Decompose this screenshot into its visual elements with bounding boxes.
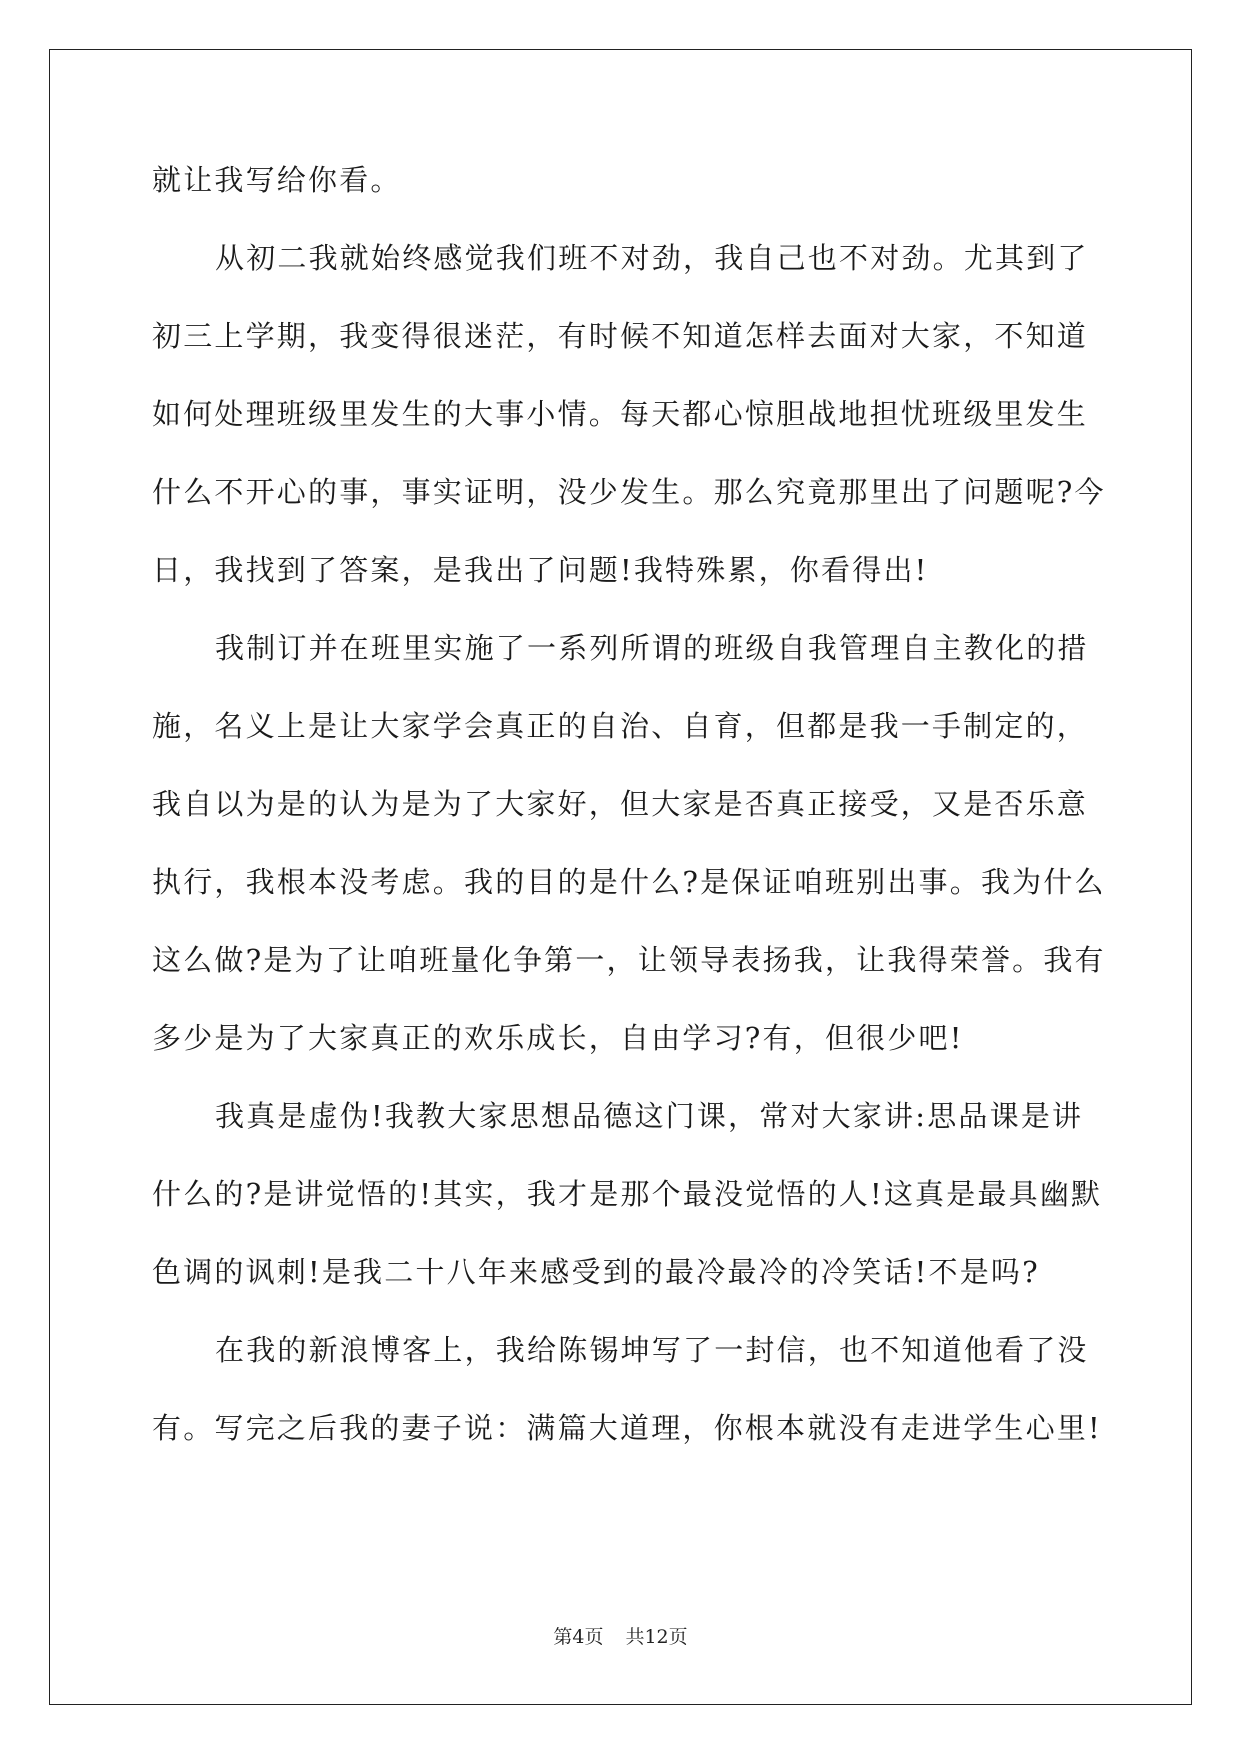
page-number: 第4页	[553, 1626, 604, 1648]
text-line: 从初二我就始终感觉我们班不对劲，我自己也不对劲。尤其到了	[215, 241, 1089, 275]
text-line: 这么做?是为了让咱班量化争第一，让领导表扬我，让我得荣誉。我有	[152, 943, 1106, 977]
text-line: 我制订并在班里实施了一系列所谓的班级自我管理自主教化的措	[215, 631, 1089, 665]
text-line: 什么的?是讲觉悟的!其实，我才是那个最没觉悟的人!这真是最具幽默	[152, 1177, 1103, 1211]
text-line: 施，名义上是让大家学会真正的自治、自育，但都是我一手制定的，	[152, 709, 1089, 743]
text-line: 执行，我根本没考虑。我的目的是什么?是保证咱班别出事。我为什么	[152, 865, 1106, 899]
text-line: 如何处理班级里发生的大事小情。每天都心惊胆战地担忧班级里发生	[152, 397, 1089, 431]
text-line: 就让我写给你看。	[152, 163, 402, 197]
text-line: 我自以为是的认为是为了大家好，但大家是否真正接受，又是否乐意	[152, 787, 1089, 821]
document-body	[152, 160, 1106, 1486]
text-line: 我真是虚伪!我教大家思想品德这门课，常对大家讲:思品课是讲	[215, 1099, 1084, 1133]
text-line: 什么不开心的事，事实证明，没少发生。那么究竟那里出了问题呢?今	[152, 475, 1106, 509]
text-line: 在我的新浪博客上，我给陈锡坤写了一封信，也不知道他看了没	[215, 1333, 1089, 1367]
text-line: 多少是为了大家真正的欢乐成长，自由学习?有，但很少吧!	[152, 1021, 964, 1055]
text-line: 初三上学期，我变得很迷茫，有时候不知道怎样去面对大家，不知道	[152, 319, 1089, 353]
text-line: 有。写完之后我的妻子说：满篇大道理，你根本就没有走进学生心里!	[152, 1411, 1102, 1445]
text-line: 色调的讽刺!是我二十八年来感受到的最冷最冷的冷笑话!不是吗?	[152, 1255, 1040, 1289]
page-footer	[0, 1622, 1241, 1649]
page-total: 共12页	[625, 1626, 688, 1648]
text-line: 日，我找到了答案，是我出了问题!我特殊累，你看得出!	[152, 553, 929, 587]
